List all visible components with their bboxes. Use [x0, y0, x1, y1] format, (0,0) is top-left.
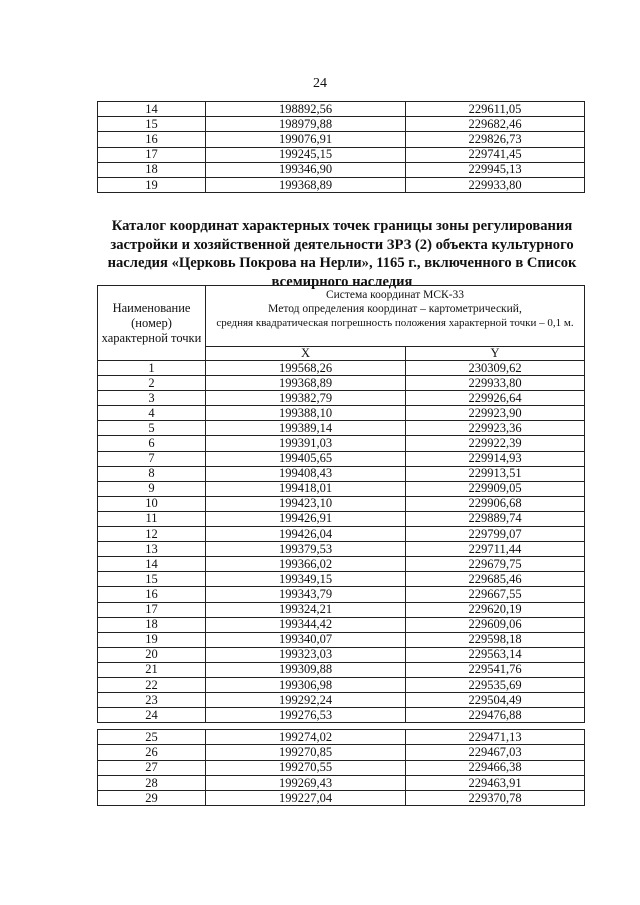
catalog-coordinates-table	[97, 285, 585, 723]
y-coordinate-cell: 229563,14	[406, 647, 585, 662]
table-row	[98, 693, 585, 708]
table-row	[98, 791, 585, 806]
x-coordinate-cell: 199368,89	[206, 177, 406, 192]
x-coordinate-cell: 199426,04	[206, 527, 406, 542]
point-number-cell: 8	[98, 466, 206, 481]
point-number-cell: 24	[98, 708, 206, 723]
y-coordinate-cell: 229609,06	[406, 617, 585, 632]
point-number-cell: 20	[98, 647, 206, 662]
x-coordinate-cell: 199269,43	[206, 775, 406, 790]
table-row	[98, 760, 585, 775]
catalog-table-body	[98, 361, 585, 723]
point-number-cell: 4	[98, 406, 206, 421]
table-row	[98, 572, 585, 587]
point-number-cell: 16	[98, 132, 206, 147]
y-coordinate-cell: 229685,46	[406, 572, 585, 587]
point-number-cell: 2	[98, 376, 206, 391]
x-coordinate-cell: 199324,21	[206, 602, 406, 617]
table-row	[98, 132, 585, 147]
x-coordinate-cell: 199276,53	[206, 708, 406, 723]
y-coordinate-cell: 229463,91	[406, 775, 585, 790]
point-number-cell: 17	[98, 147, 206, 162]
point-number-cell: 27	[98, 760, 206, 775]
top-table-body	[98, 102, 585, 193]
table-row	[98, 527, 585, 542]
y-coordinate-cell: 229913,51	[406, 466, 585, 481]
point-number-cell: 18	[98, 617, 206, 632]
x-coordinate-cell: 199227,04	[206, 791, 406, 806]
x-coordinate-cell: 199388,10	[206, 406, 406, 421]
y-coordinate-cell: 229711,44	[406, 542, 585, 557]
catalog-title: Каталог координат характерных точек границы зоны регулирования застройки и хозяйственной деятельности ЗРЗ (2) объекта культурного наследия «Церковь Покрова на Нерли», 1165 г., включенного в Список всемирного наследия	[107, 218, 577, 290]
table-row	[98, 647, 585, 662]
x-coordinate-cell: 199391,03	[206, 436, 406, 451]
x-coordinate-cell: 199343,79	[206, 587, 406, 602]
table-row	[98, 557, 585, 572]
point-number-cell: 25	[98, 730, 206, 745]
table-row	[98, 745, 585, 760]
x-coordinate-cell: 199340,07	[206, 632, 406, 647]
table-row	[98, 542, 585, 557]
y-coordinate-cell: 229945,13	[406, 162, 585, 177]
table-row	[98, 177, 585, 192]
catalog-coordinates-table-continued	[97, 729, 585, 806]
table-row	[98, 451, 585, 466]
point-number-cell: 11	[98, 511, 206, 526]
y-coordinate-cell: 229504,49	[406, 693, 585, 708]
y-coordinate-cell: 229679,75	[406, 557, 585, 572]
x-coordinate-cell: 199292,24	[206, 693, 406, 708]
table-row	[98, 708, 585, 723]
table-row	[98, 102, 585, 117]
table-row	[98, 511, 585, 526]
point-number-cell: 29	[98, 791, 206, 806]
y-coordinate-cell: 229933,80	[406, 177, 585, 192]
point-number-cell: 22	[98, 677, 206, 692]
accuracy-label: средняя квадратическая погрешность положения характерной точки – 0,1 м.	[216, 317, 574, 329]
x-coordinate-cell: 199323,03	[206, 647, 406, 662]
y-coordinate-cell: 229923,36	[406, 421, 585, 436]
x-coordinate-cell: 199368,89	[206, 376, 406, 391]
x-coordinate-cell: 199405,65	[206, 451, 406, 466]
x-coordinate-cell: 199408,43	[206, 466, 406, 481]
point-number-cell: 17	[98, 602, 206, 617]
x-coordinate-cell: 198979,88	[206, 117, 406, 132]
table-row	[98, 162, 585, 177]
table-row	[98, 147, 585, 162]
x-coordinate-cell: 199346,90	[206, 162, 406, 177]
x-coordinate-cell: 199076,91	[206, 132, 406, 147]
y-coordinate-cell: 229923,90	[406, 406, 585, 421]
x-coordinate-cell: 199309,88	[206, 662, 406, 677]
x-coordinate-cell: 199270,85	[206, 745, 406, 760]
table-row	[98, 602, 585, 617]
y-coordinate-cell: 229889,74	[406, 511, 585, 526]
y-coordinate-cell: 229466,38	[406, 760, 585, 775]
x-column-header: X	[206, 347, 406, 361]
x-coordinate-cell: 199389,14	[206, 421, 406, 436]
table-header	[98, 286, 585, 361]
table-row	[98, 117, 585, 132]
point-number-cell: 7	[98, 451, 206, 466]
x-coordinate-cell: 199382,79	[206, 391, 406, 406]
x-coordinate-cell: 199379,53	[206, 542, 406, 557]
y-coordinate-cell: 229598,18	[406, 632, 585, 647]
x-coordinate-cell: 199274,02	[206, 730, 406, 745]
point-number-cell: 26	[98, 745, 206, 760]
y-coordinate-cell: 229620,19	[406, 602, 585, 617]
point-number-cell: 12	[98, 527, 206, 542]
x-coordinate-cell: 199418,01	[206, 481, 406, 496]
table-row	[98, 496, 585, 511]
point-number-cell: 3	[98, 391, 206, 406]
table-row	[98, 466, 585, 481]
x-coordinate-cell: 199366,02	[206, 557, 406, 572]
point-number-cell: 10	[98, 496, 206, 511]
top-coordinates-table	[97, 101, 585, 193]
y-coordinate-cell: 229741,45	[406, 147, 585, 162]
point-number-cell: 1	[98, 361, 206, 376]
table-row	[98, 730, 585, 745]
point-number-cell: 18	[98, 162, 206, 177]
point-number-cell: 14	[98, 102, 206, 117]
y-coordinate-cell: 229467,03	[406, 745, 585, 760]
point-number-cell: 9	[98, 481, 206, 496]
y-coordinate-cell: 229799,07	[406, 527, 585, 542]
y-coordinate-cell: 229906,68	[406, 496, 585, 511]
point-number-cell: 15	[98, 117, 206, 132]
point-name-header: Наименование (номер) характерной точки	[98, 286, 206, 361]
table-row	[98, 775, 585, 790]
y-coordinate-cell: 229471,13	[406, 730, 585, 745]
table-row	[98, 587, 585, 602]
table-row	[98, 481, 585, 496]
y-column-header: Y	[406, 347, 585, 361]
y-coordinate-cell: 229541,76	[406, 662, 585, 677]
table-row	[98, 421, 585, 436]
x-coordinate-cell: 199349,15	[206, 572, 406, 587]
point-number-cell: 28	[98, 775, 206, 790]
y-coordinate-cell: 229909,05	[406, 481, 585, 496]
table-row	[98, 361, 585, 376]
y-coordinate-cell: 229926,64	[406, 391, 585, 406]
table-row	[98, 376, 585, 391]
point-number-cell: 6	[98, 436, 206, 451]
point-number-cell: 19	[98, 177, 206, 192]
point-number-cell: 23	[98, 693, 206, 708]
x-coordinate-cell: 199423,10	[206, 496, 406, 511]
y-coordinate-cell: 229914,93	[406, 451, 585, 466]
x-coordinate-cell: 199426,91	[206, 511, 406, 526]
coordinate-system-label: Система координат МСК-33	[325, 289, 465, 301]
page-number: 24	[313, 76, 327, 91]
table-row	[98, 617, 585, 632]
y-coordinate-cell: 229535,69	[406, 677, 585, 692]
x-coordinate-cell: 198892,56	[206, 102, 406, 117]
point-number-cell: 14	[98, 557, 206, 572]
point-number-cell: 5	[98, 421, 206, 436]
point-number-cell: 19	[98, 632, 206, 647]
y-coordinate-cell: 229611,05	[406, 102, 585, 117]
y-coordinate-cell: 229933,80	[406, 376, 585, 391]
catalog-table-body-continued	[98, 730, 585, 806]
method-label: Метод определения координат – картометрический,	[268, 303, 522, 315]
x-coordinate-cell: 199306,98	[206, 677, 406, 692]
table-row	[98, 632, 585, 647]
y-coordinate-cell: 229826,73	[406, 132, 585, 147]
y-coordinate-cell: 229476,88	[406, 708, 585, 723]
x-coordinate-cell: 199344,42	[206, 617, 406, 632]
table-row	[98, 662, 585, 677]
point-number-cell: 15	[98, 572, 206, 587]
y-coordinate-cell: 230309,62	[406, 361, 585, 376]
point-number-cell: 16	[98, 587, 206, 602]
table-row	[98, 436, 585, 451]
point-number-cell: 21	[98, 662, 206, 677]
x-coordinate-cell: 199270,55	[206, 760, 406, 775]
y-coordinate-cell: 229370,78	[406, 791, 585, 806]
x-coordinate-cell: 199568,26	[206, 361, 406, 376]
y-coordinate-cell: 229682,46	[406, 117, 585, 132]
point-number-cell: 13	[98, 542, 206, 557]
table-row	[98, 677, 585, 692]
y-coordinate-cell: 229667,55	[406, 587, 585, 602]
y-coordinate-cell: 229922,39	[406, 436, 585, 451]
table-row	[98, 391, 585, 406]
table-row	[98, 406, 585, 421]
x-coordinate-cell: 199245,15	[206, 147, 406, 162]
coordinate-system-header	[206, 286, 585, 347]
